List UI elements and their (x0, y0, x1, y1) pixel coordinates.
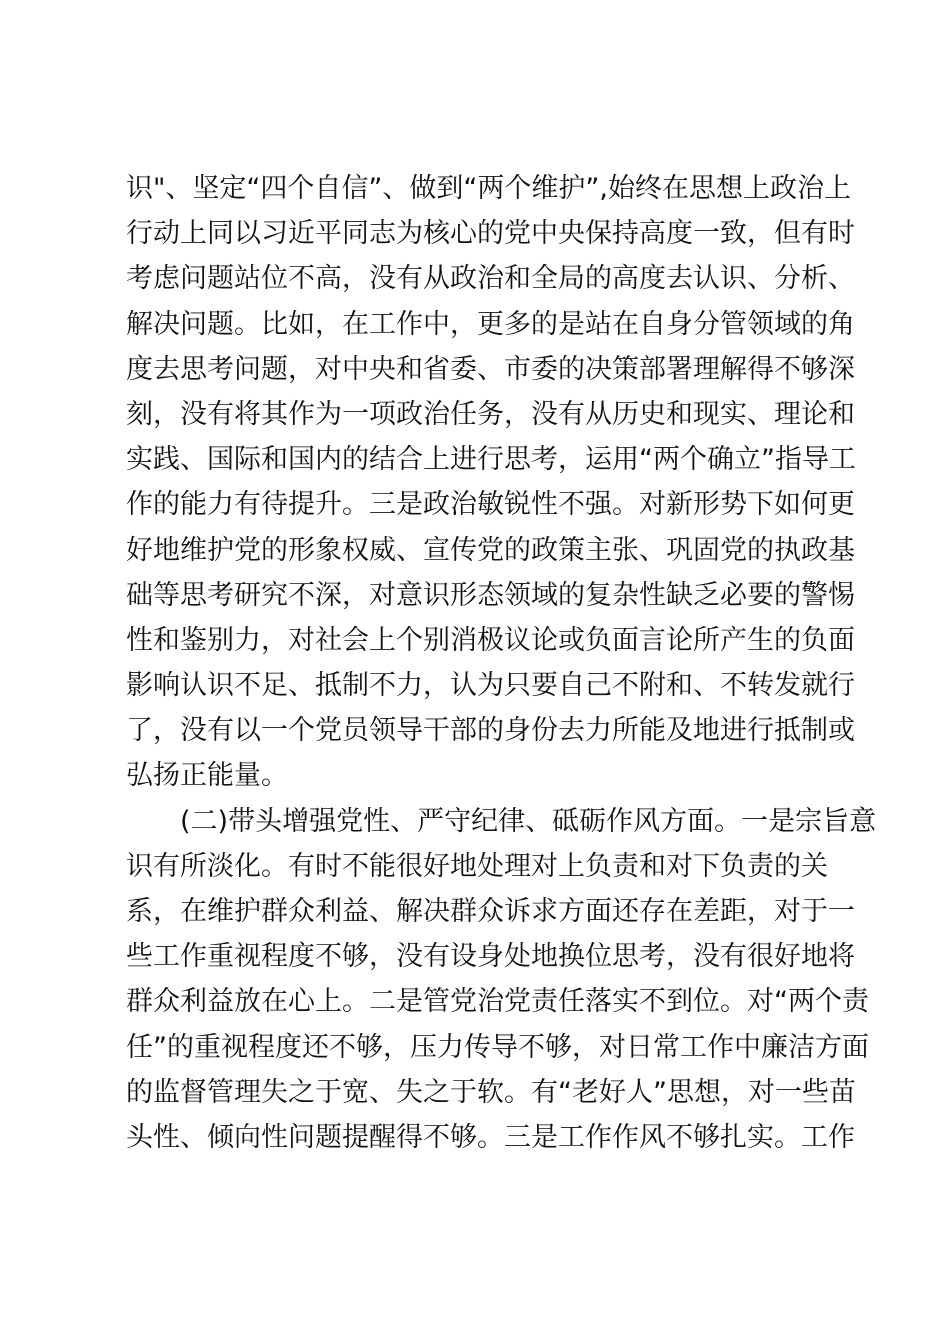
text-line: 识有所淡化。有时不能很好地处理对上负责和对下负责的关 (126, 850, 828, 882)
text-line: 些工作重视程度不够，没有设身处地换位思考，没有很好地将 (126, 941, 855, 973)
text-line: 弘扬正能量。 (126, 760, 288, 792)
text-line: 群众利益放在心上。二是管党治党责任落实不到位。对“两个责 (126, 986, 869, 1018)
text-line: 础等思考研究不深，对意识形态领域的复杂性缺乏必要的警惕 (126, 579, 855, 611)
text-line: 了，没有以一个党员领导干部的身份去力所能及地进行抵制或 (126, 715, 855, 747)
text-line: 的监督管理失之于宽、失之于软。有“老好人”思想，对一些苗 (126, 1076, 856, 1108)
text-line: 考虑问题站位不高，没有从政治和全局的高度去认识、分析、 (126, 263, 855, 295)
text-line: 行动上同以习近平同志为核心的党中央保持高度一致，但有时 (126, 218, 855, 250)
text-line: 影响认识不足、抵制不力，认为只要自己不附和、不转发就行 (126, 670, 855, 702)
text-line: 作的能力有待提升。三是政治敏锐性不强。对新形势下如何更 (126, 489, 855, 521)
text-line: 任”的重视程度还不够，压力传导不够，对日常工作中廉洁方面 (126, 1031, 869, 1063)
text-line: 好地维护党的形象权威、宣传党的政策主张、巩固党的执政基 (126, 534, 855, 566)
text-line: 解决问题。比如，在工作中，更多的是站在自身分管领域的角 (126, 308, 855, 340)
text-line: 头性、倾向性问题提醒得不够。三是工作作风不够扎实。工作 (126, 1121, 855, 1153)
body-text (126, 166, 877, 1160)
text-line: 性和鉴别力，对社会上个别消极议论或负面言论所产生的负面 (126, 624, 855, 656)
paragraph-start-line: (二)带头增强党性、严守纪律、砥砺作风方面。一是宗旨意 (180, 805, 877, 837)
text-line: 系，在维护群众利益、解决群众诉求方面还存在差距，对于一 (126, 896, 855, 927)
text-line: 度去思考问题，对中央和省委、市委的决策部署理解得不够深 (126, 353, 855, 385)
text-line: 刻，没有将其作为一项政治任务，没有从历史和现实、理论和 (126, 398, 855, 430)
text-line: 实践、国际和国内的结合上进行思考，运用“两个确立”指导工 (126, 444, 856, 476)
text-line: 识"、坚定“四个自信”、做到“两个维护”,始终在思想上政治上 (126, 173, 851, 204)
